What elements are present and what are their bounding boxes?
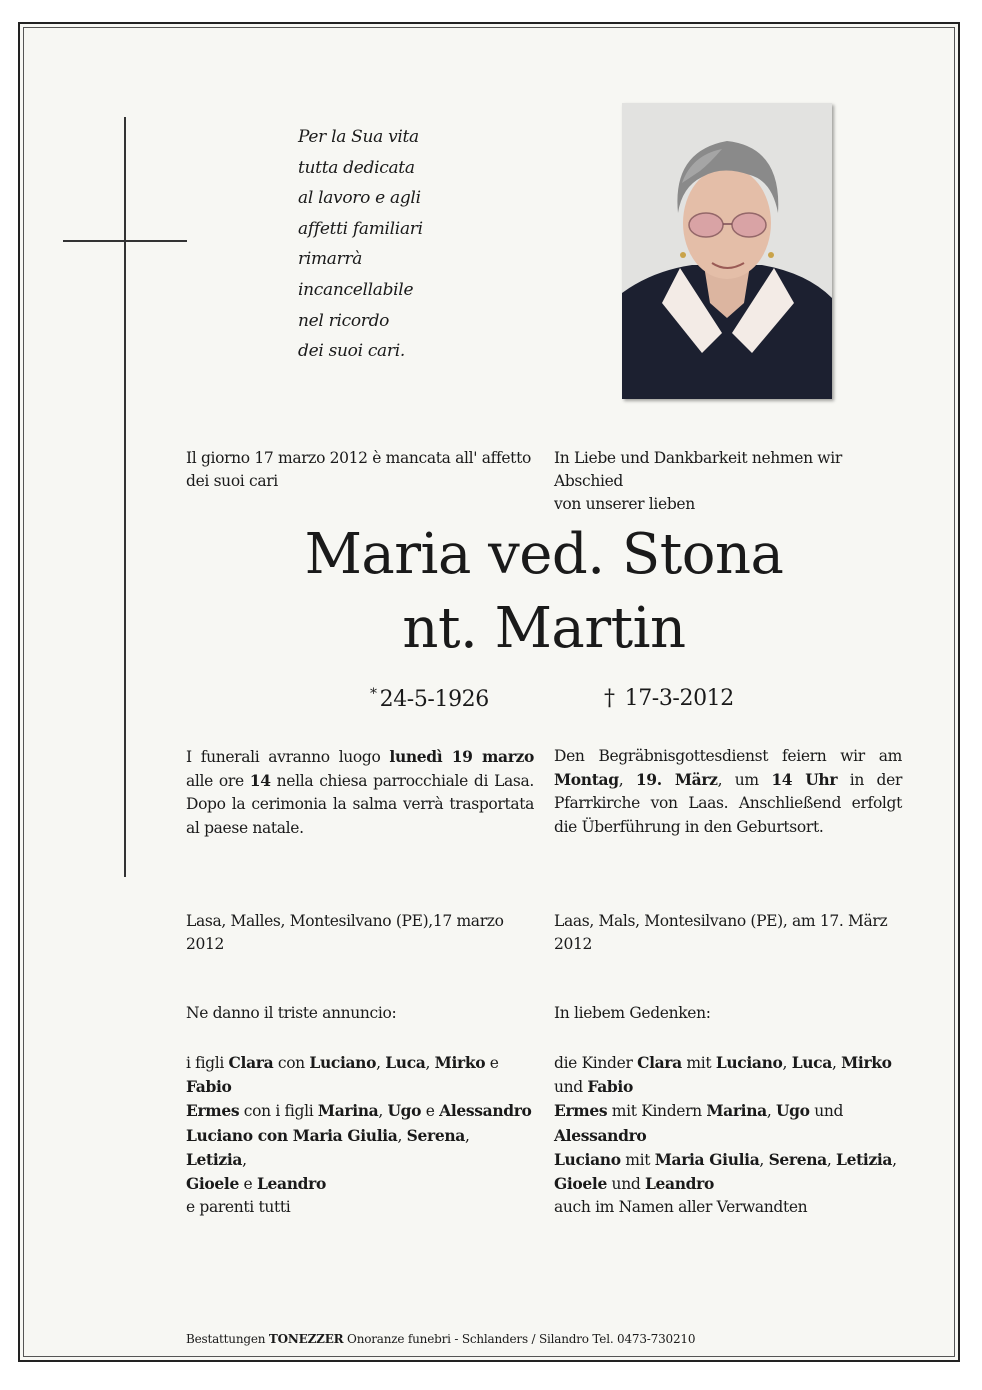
place-date-italian: Lasa, Malles, Montesilvano (PE),17 marzo 2012 (186, 912, 504, 954)
family-line: Luciano con Maria Giulia, Serena, Letizia, (186, 1125, 470, 1169)
poem-line: nel ricordo (298, 310, 390, 331)
poem-line: al lavoro e agli (298, 188, 421, 209)
poem-line: Per la Sua vita (298, 127, 419, 147)
funeral-info-german (554, 745, 902, 839)
text: Den Begräbnisgottesdienst feiern wir am (554, 747, 902, 765)
text: in der Pfarrkirche von Laas. Anschließend erfolgt die Überführung in den Geburtsort. (554, 771, 903, 836)
family-line: Alessandro (554, 1125, 647, 1145)
birth-star-icon: * (370, 686, 377, 702)
funeral-info-italian (186, 745, 534, 840)
family-line: Gioele e Leandro (186, 1174, 326, 1194)
poem-line: rimarrà (298, 249, 363, 270)
birth-date-value: 24-5-1926 (379, 687, 489, 712)
family-line: e parenti tutti (186, 1198, 291, 1217)
family-list-italian (186, 1051, 534, 1219)
family-line: i figli Clara con Luciano, Luca, Mirko e Fabio (186, 1053, 499, 1097)
funeral-day: lunedì 19 marzo (389, 747, 534, 766)
death-date-value: 17-3-2012 (624, 686, 734, 711)
announce-german: In liebem Gedenken: (554, 1004, 711, 1022)
intro-italian (186, 447, 534, 493)
announce-italian: Ne danno il triste annuncio: (186, 1004, 397, 1022)
death-date (604, 686, 734, 711)
family-line: Ermes con i figli Marina, Ugo e Alessandro (186, 1101, 532, 1121)
intro-line: In Liebe und Dankbarkeit nehmen wir Abschied (554, 449, 842, 491)
funeral-day: Montag (554, 770, 619, 790)
poem-line: incancellabile (298, 279, 414, 300)
funeral-hour: 14 (249, 771, 271, 791)
portrait-photo (622, 103, 832, 399)
poem-line: dei suoi cari. (298, 341, 405, 362)
family-line: die Kinder Clara mit Luciano, Luca, Mirko (554, 1053, 892, 1072)
poem-line: tutta dedicata (298, 157, 415, 178)
funeral-date: 19. März (635, 770, 718, 790)
place-date-german: Laas, Mals, Montesilvano (PE), am 17. März 2012 (554, 912, 888, 954)
cross-icon-vertical-bar (124, 117, 126, 877)
funeral-home-name: TONEZZER (268, 1332, 344, 1346)
deceased-name-block (186, 518, 902, 666)
family-line: Luciano mit Maria Giulia, Serena, Letizia, (554, 1149, 897, 1169)
death-cross-icon: † (604, 686, 615, 711)
text: I funerali avranno luogo (186, 748, 390, 766)
intro-line: Il giorno 17 marzo 2012 è mancata all' affetto (186, 449, 531, 467)
family-line: Gioele und Leandro (554, 1174, 714, 1194)
funeral-home-footer: Bestattungen TONEZZER Onoranze funebri - Schlanders / Silandro Tel. 0473-730210 (186, 1332, 696, 1346)
family-list-german (554, 1051, 902, 1219)
deceased-maiden-name: nt. Martin (402, 596, 686, 661)
family-line: Ermes mit Kindern Marina, Ugo und (554, 1101, 844, 1121)
memorial-poem (298, 122, 538, 367)
birth-date (370, 686, 489, 712)
family-line: und Fabio (554, 1077, 633, 1097)
intro-line: dei suoi cari (186, 472, 278, 491)
cross-icon-horizontal-bar (63, 240, 187, 242)
text: , (618, 771, 636, 790)
text: nella chiesa parrocchiale di Lasa. Dopo la cerimonia la salma verrà trasportata al paese natale. (186, 772, 534, 837)
deceased-name: Maria ved. Stona (304, 522, 784, 587)
intro-german (554, 447, 902, 517)
text: alle ore (186, 772, 250, 791)
portrait-illustration (622, 103, 832, 399)
family-line: auch im Namen aller Verwandten (554, 1198, 808, 1217)
funeral-hour: 14 Uhr (771, 770, 838, 790)
intro-line: von unserer lieben (554, 495, 695, 514)
poem-line: affetti familiari (298, 218, 423, 239)
text: , um (717, 771, 772, 790)
